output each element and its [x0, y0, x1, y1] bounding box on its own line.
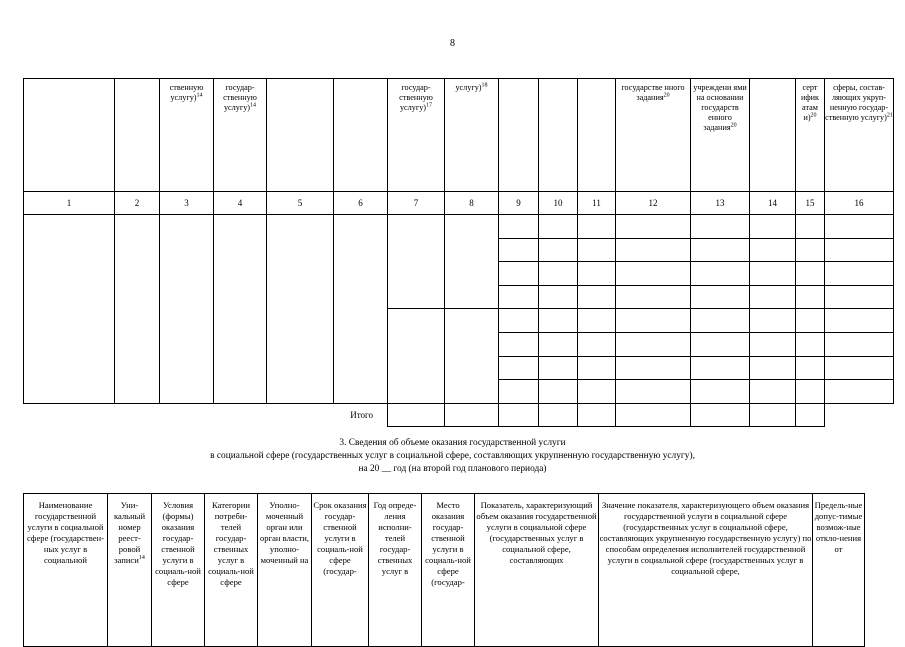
- table-cell: [691, 380, 750, 404]
- table-cell: [691, 285, 750, 309]
- section-title: 3. Сведения об объеме оказания государственной услуги: [339, 438, 566, 448]
- table-cell: [499, 332, 539, 356]
- table-cell: [796, 215, 825, 239]
- table-cell: [691, 238, 750, 262]
- table-cell: [825, 262, 894, 286]
- table2-header-cell: Значение показателя, характеризующего объем оказания государственной услуги в социальной сфере (государственных услуг в социальной сфере, составляющих укрупненную государственную услугу) по способам определения исполнителей государственной услуги в социальной сфере (государственных услуг в социальной сфере,: [599, 494, 813, 647]
- table2-header-cell: Условия (формы) оказания государ-ственной услуги в социаль-ной сфере: [152, 494, 205, 647]
- table-cell: [796, 403, 825, 426]
- table-cell: [796, 309, 825, 333]
- section-subtitle: в социальной сфере (государственных услуг в социальной сфере, составляющих укрупненную государственную услугу),: [210, 451, 695, 461]
- table-cell: [499, 356, 539, 380]
- table-cell: [825, 285, 894, 309]
- column-number: 3: [160, 192, 214, 215]
- table-cell: [750, 238, 796, 262]
- table1-header-cell: [539, 79, 578, 192]
- table1-header-cell: [115, 79, 160, 192]
- table2-header-cell: Уни-кальный номер реест-ровой записи$^{14}$: [108, 494, 152, 647]
- table-cell: [499, 403, 539, 426]
- table1-header-cell: серт ифик атам и)$^{20}$: [796, 79, 825, 192]
- table-cell: [616, 403, 691, 426]
- table-cell: [499, 285, 539, 309]
- table-row: [24, 215, 894, 239]
- table-cell: [578, 262, 616, 286]
- table-cell: [825, 356, 894, 380]
- column-number: 10: [539, 192, 578, 215]
- table-cell: [445, 215, 499, 309]
- table-cell: [825, 238, 894, 262]
- column-number: 13: [691, 192, 750, 215]
- column-number: 8: [445, 192, 499, 215]
- table-cell: [578, 403, 616, 426]
- table-cell: [691, 356, 750, 380]
- table-cell: [825, 215, 894, 239]
- column-number: 9: [499, 192, 539, 215]
- table-cell: [388, 215, 445, 309]
- table-cell: [388, 403, 445, 426]
- section-period: на 20 __ год (на второй год планового периода): [358, 464, 547, 474]
- table-cell: [539, 238, 578, 262]
- column-number: 16: [825, 192, 894, 215]
- table-cell: [750, 380, 796, 404]
- table1-header-cell: сферы, состав-ляющих укруп-ненную государ-ственную услугу)$^{21}$: [825, 79, 894, 192]
- table1-header-cell: государ-ственную услугу)$^{17}$: [388, 79, 445, 192]
- table2-header-cell: Срок оказания государ-ственной услуги в социаль-ной сфере (государ-: [312, 494, 369, 647]
- table-cell: [499, 238, 539, 262]
- table1-header-cell: [499, 79, 539, 192]
- table-cell: [115, 215, 160, 404]
- column-number: 5: [267, 192, 334, 215]
- table-cell: [796, 380, 825, 404]
- table-cell: [539, 356, 578, 380]
- table1-header-cell: учреждени ями на основании государств енного задания$^{20}$: [691, 79, 750, 192]
- table-cell: [796, 285, 825, 309]
- table-cell: [750, 356, 796, 380]
- table-cell: [750, 285, 796, 309]
- table-cell: [539, 380, 578, 404]
- table-cell: [616, 356, 691, 380]
- table1-header-cell: [267, 79, 334, 192]
- table1-header-cell: ственную услугу)$^{14}$: [160, 79, 214, 192]
- table2-header-cell: Место оказания государ-ственной услуги в социаль-ной сфере (государ-: [422, 494, 475, 647]
- table-cell: [445, 309, 499, 403]
- table-cell: [796, 356, 825, 380]
- table-cell: [539, 332, 578, 356]
- column-number: 11: [578, 192, 616, 215]
- table-cell: [578, 332, 616, 356]
- table-cell: [796, 238, 825, 262]
- table1-header-cell: [750, 79, 796, 192]
- table-cell: [499, 380, 539, 404]
- table-cell: [691, 309, 750, 333]
- table-cell: [445, 403, 499, 426]
- table-cell: [539, 262, 578, 286]
- table-cell: [825, 403, 894, 426]
- table-cell: [691, 215, 750, 239]
- table1-column-number-row: [24, 192, 894, 215]
- table-cell: [796, 262, 825, 286]
- column-number: 7: [388, 192, 445, 215]
- table-cell: [691, 332, 750, 356]
- table-cell: [578, 238, 616, 262]
- table2-header-cell: Предель-ные допус-тимые возмож-ные откло-нения от: [813, 494, 865, 647]
- table2-header-cell: Год опреде-ления исполни-телей государ-ственных услуг в: [369, 494, 422, 647]
- table1-header-cell: [334, 79, 388, 192]
- table-cell: [578, 215, 616, 239]
- column-number: 15: [796, 192, 825, 215]
- service-volume-table: [23, 493, 865, 647]
- table1-header-cell: [24, 79, 115, 192]
- table-cell: [24, 215, 115, 404]
- table-cell: [825, 380, 894, 404]
- table2-header-cell: Категории потреби-телей государ-ственных услуг в социаль-ной сфере: [205, 494, 258, 647]
- table-cell: [616, 215, 691, 239]
- column-number: 4: [214, 192, 267, 215]
- table-cell: [499, 309, 539, 333]
- table-cell: [750, 332, 796, 356]
- table-cell: [691, 403, 750, 426]
- table1-header-cell: [578, 79, 616, 192]
- table-cell: [578, 285, 616, 309]
- table-cell: [539, 285, 578, 309]
- table1-header-cell: государ-ственную услугу)$^{14}$: [214, 79, 267, 192]
- table2-header-cell: Наименование государственной услуги в социальной сфере (государствен-ных услуг в социальной: [24, 494, 108, 647]
- table-cell: [539, 309, 578, 333]
- table-cell: [616, 285, 691, 309]
- table-cell: [825, 309, 894, 333]
- table-cell: [616, 380, 691, 404]
- table-cell: [499, 215, 539, 239]
- table-cell: [388, 309, 445, 403]
- table-cell: [578, 380, 616, 404]
- column-number: 12: [616, 192, 691, 215]
- table-cell: [825, 332, 894, 356]
- table-cell: [334, 215, 388, 404]
- table1-header-cell: государстве нного задания$^{20}$: [616, 79, 691, 192]
- service-volume-table-part: [23, 78, 894, 427]
- table-cell: [160, 215, 214, 404]
- table-cell: [539, 215, 578, 239]
- table-cell: [616, 309, 691, 333]
- table-cell: [750, 403, 796, 426]
- table-cell: [499, 262, 539, 286]
- table2-header-row: [24, 494, 865, 647]
- table-cell: [578, 309, 616, 333]
- page-number: 8: [450, 38, 455, 49]
- table1-header-cell: услугу)$^{18}$: [445, 79, 499, 192]
- table-cell: [214, 215, 267, 404]
- table2-header-cell: Показатель, характеризующий объем оказания государственной услуги в социальной сфере (государственных услуг в социальной сфере, составляющих: [475, 494, 599, 647]
- table-cell: [750, 309, 796, 333]
- total-label: Итого: [350, 410, 373, 420]
- column-number: 1: [24, 192, 115, 215]
- column-number: 6: [334, 192, 388, 215]
- table-cell: [578, 356, 616, 380]
- column-number: 14: [750, 192, 796, 215]
- table-cell: [796, 332, 825, 356]
- column-number: 2: [115, 192, 160, 215]
- table-cell: [750, 262, 796, 286]
- table1-header-row: [24, 79, 894, 192]
- table-cell: [539, 403, 578, 426]
- table-cell: [616, 238, 691, 262]
- table-cell: [691, 262, 750, 286]
- table-cell: [750, 215, 796, 239]
- total-row: [24, 403, 894, 426]
- table-cell: [267, 215, 334, 404]
- table-cell: [616, 332, 691, 356]
- table-cell: [616, 262, 691, 286]
- table2-header-cell: Уполно-моченный орган или орган власти, уполно-моченный на: [258, 494, 312, 647]
